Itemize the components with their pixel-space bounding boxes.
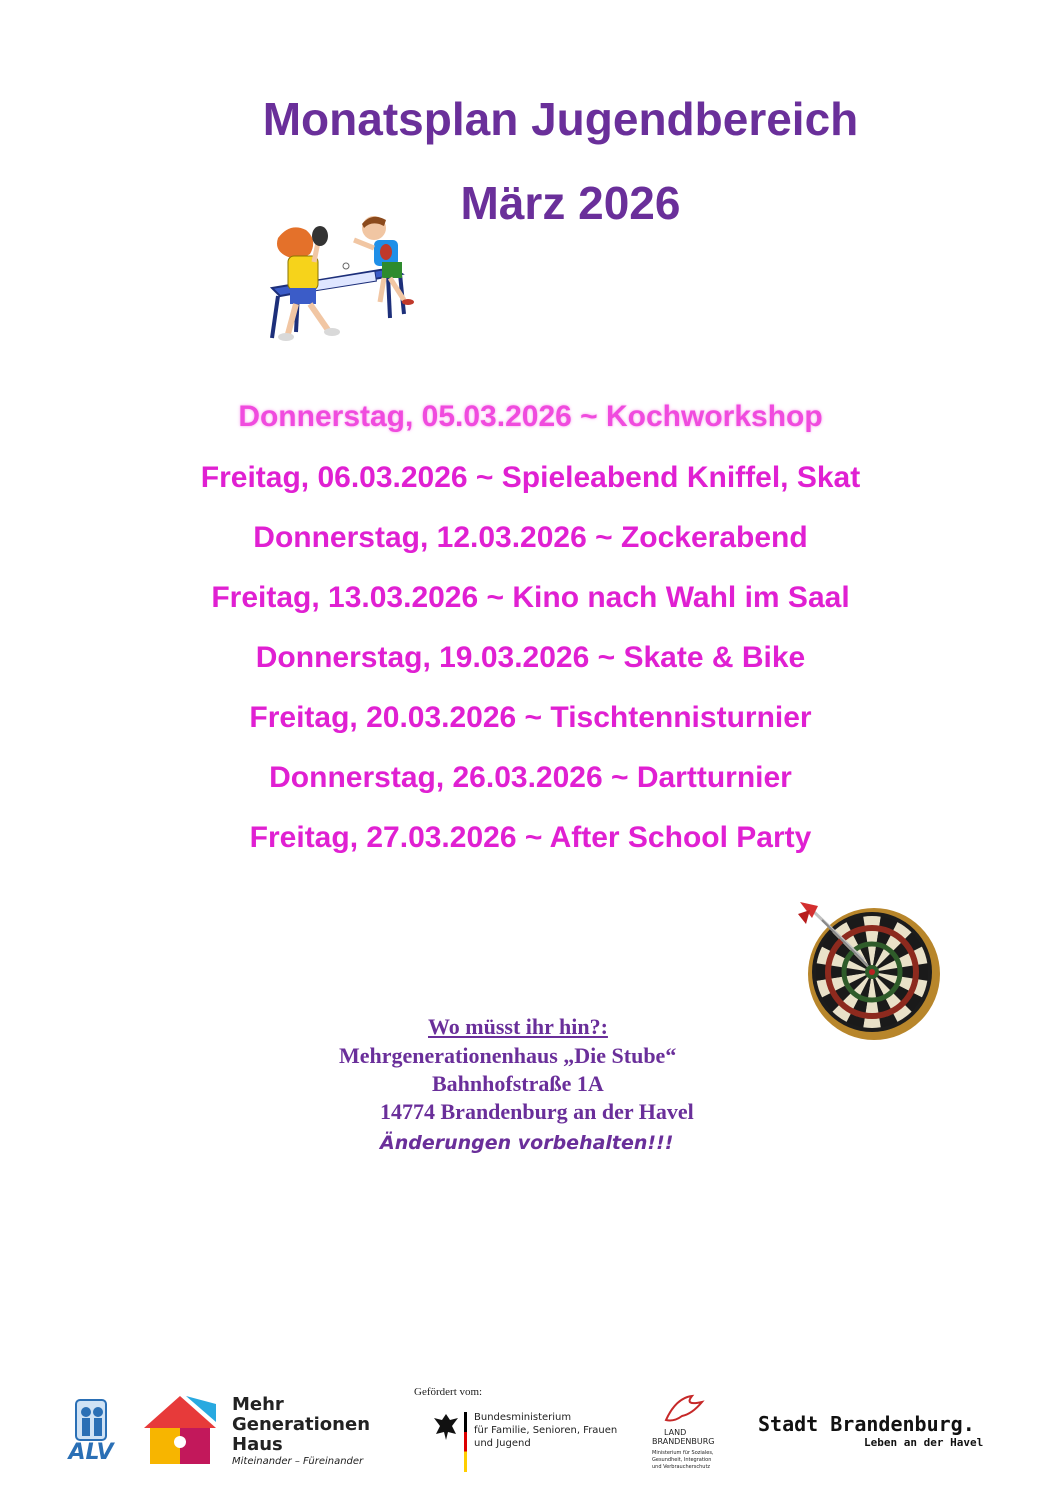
ministry-line2: für Familie, Senioren, Frauen — [474, 1425, 618, 1436]
event-item: Freitag, 20.03.2026 ~ Tischtennisturnier — [249, 701, 812, 734]
event-item: Donnerstag, 12.03.2026 ~ Zockerabend — [253, 521, 808, 554]
table-tennis-illustration — [262, 210, 422, 344]
event-item: Freitag, 06.03.2026 ~ Spieleabend Kniffel, Skat — [200, 461, 861, 494]
land-small3: und Verbraucherschutz — [652, 1464, 711, 1470]
mgh-tagline: Miteinander – Füreinander — [232, 1456, 364, 1467]
stadt-brandenburg-slogan: Leben an der Havel — [864, 1436, 984, 1449]
federal-eagle-icon — [432, 1412, 460, 1442]
address-city: 14774 Brandenburg an der Havel — [380, 1099, 694, 1124]
red-eagle-icon — [662, 1392, 708, 1428]
address-heading: Wo müsst ihr hin?: — [428, 1014, 608, 1039]
address-venue: Mehrgenerationenhaus „Die Stube“ — [339, 1043, 677, 1068]
ministry-line1: Bundesministerium — [474, 1412, 572, 1423]
alv-logo — [62, 1394, 120, 1472]
dartboard-illustration — [792, 896, 948, 1046]
house-icon — [140, 1392, 220, 1472]
event-item: Freitag, 13.03.2026 ~ Kino nach Wahl im Saal — [211, 581, 850, 614]
mgh-line3: Haus — [232, 1434, 283, 1455]
changes-note: Änderungen vorbehalten!!! — [380, 1132, 674, 1154]
address-street: Bahnhofstraße 1A — [432, 1071, 604, 1096]
event-item: Donnerstag, 19.03.2026 ~ Skate & Bike — [255, 641, 806, 674]
mgh-logo — [140, 1392, 380, 1472]
land-brandenburg-logo — [650, 1392, 740, 1474]
ministry-line3: und Jugend — [474, 1438, 531, 1449]
mgh-line2: Generationen — [232, 1414, 371, 1435]
land-small1: Ministerium für Soziales, — [652, 1450, 714, 1456]
stadt-brandenburg-name: Stadt Brandenburg. — [758, 1412, 975, 1436]
land-small2: Gesundheit, Integration — [652, 1457, 712, 1463]
event-item: Freitag, 27.03.2026 ~ After School Party — [249, 821, 812, 854]
page-subtitle-month: März 2026 — [460, 177, 681, 229]
land-line1: LAND — [664, 1428, 687, 1437]
alv-logo-text: ALV — [68, 1440, 114, 1465]
mgh-line1: Mehr — [232, 1394, 284, 1415]
funding-label: Gefördert vom: — [414, 1386, 483, 1398]
page-title: Monatsplan Jugendbereich — [262, 93, 859, 145]
land-line2: BRANDENBURG — [652, 1437, 715, 1446]
event-item: Donnerstag, 26.03.2026 ~ Dartturnier — [269, 761, 792, 794]
event-item: Donnerstag, 05.03.2026 ~ Kochworkshop — [238, 400, 823, 433]
funding-logo — [412, 1384, 642, 1476]
